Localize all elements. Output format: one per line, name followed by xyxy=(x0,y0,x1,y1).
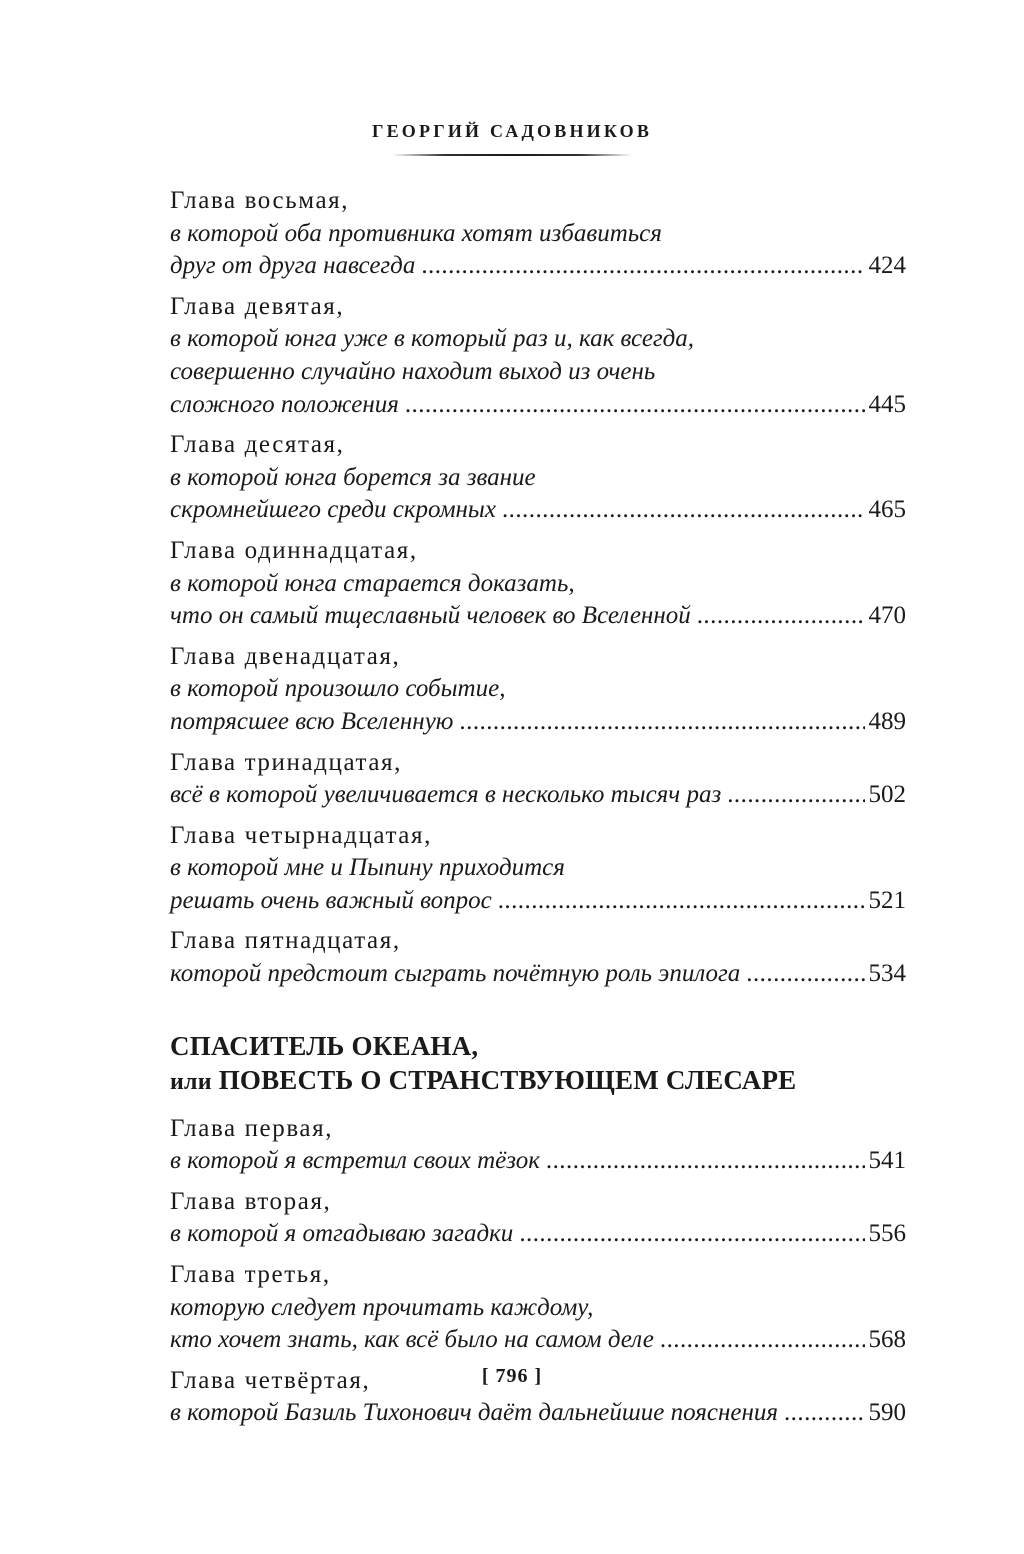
chapter-description-end: которой предстоит сыграть почётную роль эпилога xyxy=(170,960,741,988)
chapter-title: Глава первая, xyxy=(170,1114,334,1142)
chapter-description-end: всё в которой увеличивается в несколько тысяч раз xyxy=(170,781,722,809)
toc-entry xyxy=(170,925,906,990)
chapter-description-line: в которой произошло событие, xyxy=(170,675,506,703)
page-number-folio: [ 796 ] xyxy=(481,1365,543,1387)
chapter-last-line xyxy=(170,389,906,422)
toc-entry xyxy=(170,820,906,918)
dot-leader xyxy=(502,494,865,527)
chapter-description-end: в которой я отгадываю загадки xyxy=(170,1220,514,1248)
toc-entry xyxy=(170,747,906,812)
chapter-description-line: совершенно случайно находит выход из очень xyxy=(170,357,656,385)
chapter-description-end: потрясшее всю Вселенную xyxy=(170,707,454,735)
chapter-title: Глава одиннадцатая, xyxy=(170,536,418,564)
chapter-last-line xyxy=(170,706,906,739)
chapter-title: Глава третья, xyxy=(170,1261,331,1289)
toc-entry xyxy=(170,535,906,633)
toc-page-number: 590 xyxy=(868,1399,906,1427)
toc-page-number: 534 xyxy=(868,960,906,988)
dot-leader xyxy=(519,1218,864,1251)
toc-entry xyxy=(170,1186,906,1251)
chapter-last-line xyxy=(170,1218,906,1251)
chapter-title: Глава пятнадцатая, xyxy=(170,927,401,955)
dot-leader xyxy=(546,1145,865,1178)
chapter-description-end: решать очень важный вопрос xyxy=(170,886,492,914)
toc-page-number: 541 xyxy=(868,1147,906,1175)
chapter-last-line xyxy=(170,779,906,812)
section-title-line-2 xyxy=(170,1063,906,1099)
chapter-description-line: которую следует прочитать каждому, xyxy=(170,1293,594,1321)
chapter-description-line: в которой оба противника хотят избавиться xyxy=(170,219,662,247)
chapter-description-line: в которой юнга старается доказать, xyxy=(170,569,575,597)
chapter-last-line xyxy=(170,958,906,991)
chapter-last-line xyxy=(170,885,906,918)
table-of-contents xyxy=(170,185,906,1438)
chapter-description-line: в которой мне и Пыпину приходится xyxy=(170,854,565,882)
chapter-title: Глава четырнадцатая, xyxy=(170,821,432,849)
chapter-title: Глава десятая, xyxy=(170,431,345,459)
dot-leader xyxy=(421,250,864,283)
toc-entry xyxy=(170,429,906,527)
chapter-description-end: в которой я встретил своих тёзок xyxy=(170,1147,540,1175)
dot-leader xyxy=(498,885,865,918)
chapter-title: Глава двенадцатая, xyxy=(170,642,401,670)
head-rule xyxy=(392,154,632,156)
section-or-word: или xyxy=(170,1068,212,1095)
toc-entry xyxy=(170,185,906,283)
dot-leader xyxy=(727,779,864,812)
chapter-last-line xyxy=(170,1397,906,1430)
toc-page-number: 489 xyxy=(868,707,906,735)
toc-entry xyxy=(170,291,906,421)
chapter-title: Глава четвёртая, xyxy=(170,1366,371,1394)
toc-page-number: 568 xyxy=(868,1326,906,1354)
chapter-description-line: в которой юнга борется за звание xyxy=(170,463,536,491)
dot-leader xyxy=(405,389,865,422)
chapter-title: Глава восьмая, xyxy=(170,187,350,214)
chapter-last-line xyxy=(170,600,906,633)
toc-entry xyxy=(170,1113,906,1178)
section-subtitle: ПОВЕСТЬ О СТРАНСТВУЮЩЕМ СЛЕСАРЕ xyxy=(218,1064,797,1095)
chapter-description-end: сложного положения xyxy=(170,390,399,418)
chapter-description-end: кто хочет знать, как всё было на самом деле xyxy=(170,1326,654,1354)
chapter-title: Глава вторая, xyxy=(170,1187,332,1215)
chapter-description-end: скромнейшего среди скромных xyxy=(170,496,496,524)
dot-leader xyxy=(784,1397,865,1430)
toc-part-1 xyxy=(170,185,906,991)
chapter-last-line xyxy=(170,494,906,527)
chapter-last-line xyxy=(170,1324,906,1357)
toc-page-number: 502 xyxy=(868,781,906,809)
chapter-description-line: в которой юнга уже в который раз и, как всегда, xyxy=(170,325,695,353)
chapter-description-end: друг от друга навсегда xyxy=(170,252,416,280)
dot-leader xyxy=(459,706,864,739)
toc-page-number: 556 xyxy=(868,1220,906,1248)
chapter-title: Глава тринадцатая, xyxy=(170,748,402,776)
dot-leader xyxy=(697,600,865,633)
running-head: ГЕОРГИЙ САДОВНИКОВ xyxy=(371,121,653,141)
chapter-description-end: в которой Базиль Тихонович даёт дальнейшие пояснения xyxy=(170,1399,778,1427)
toc-page-number: 445 xyxy=(868,390,906,418)
toc-entry xyxy=(170,1259,906,1357)
toc-entry xyxy=(170,641,906,739)
toc-page-number: 465 xyxy=(868,496,906,524)
section-title-line-1: СПАСИТЕЛЬ ОКЕАНА, xyxy=(170,1030,479,1061)
dot-leader xyxy=(660,1324,865,1357)
toc-page-number: 470 xyxy=(868,602,906,630)
chapter-description-end: что он самый тщеславный человек во Вселенной xyxy=(170,602,691,630)
toc-page-number: 521 xyxy=(868,886,906,914)
dot-leader xyxy=(746,958,864,991)
chapter-title: Глава девятая, xyxy=(170,292,345,320)
section-heading xyxy=(170,1029,906,1099)
chapter-last-line xyxy=(170,1145,906,1178)
chapter-last-line xyxy=(170,250,906,283)
toc-page-number: 424 xyxy=(868,252,906,280)
